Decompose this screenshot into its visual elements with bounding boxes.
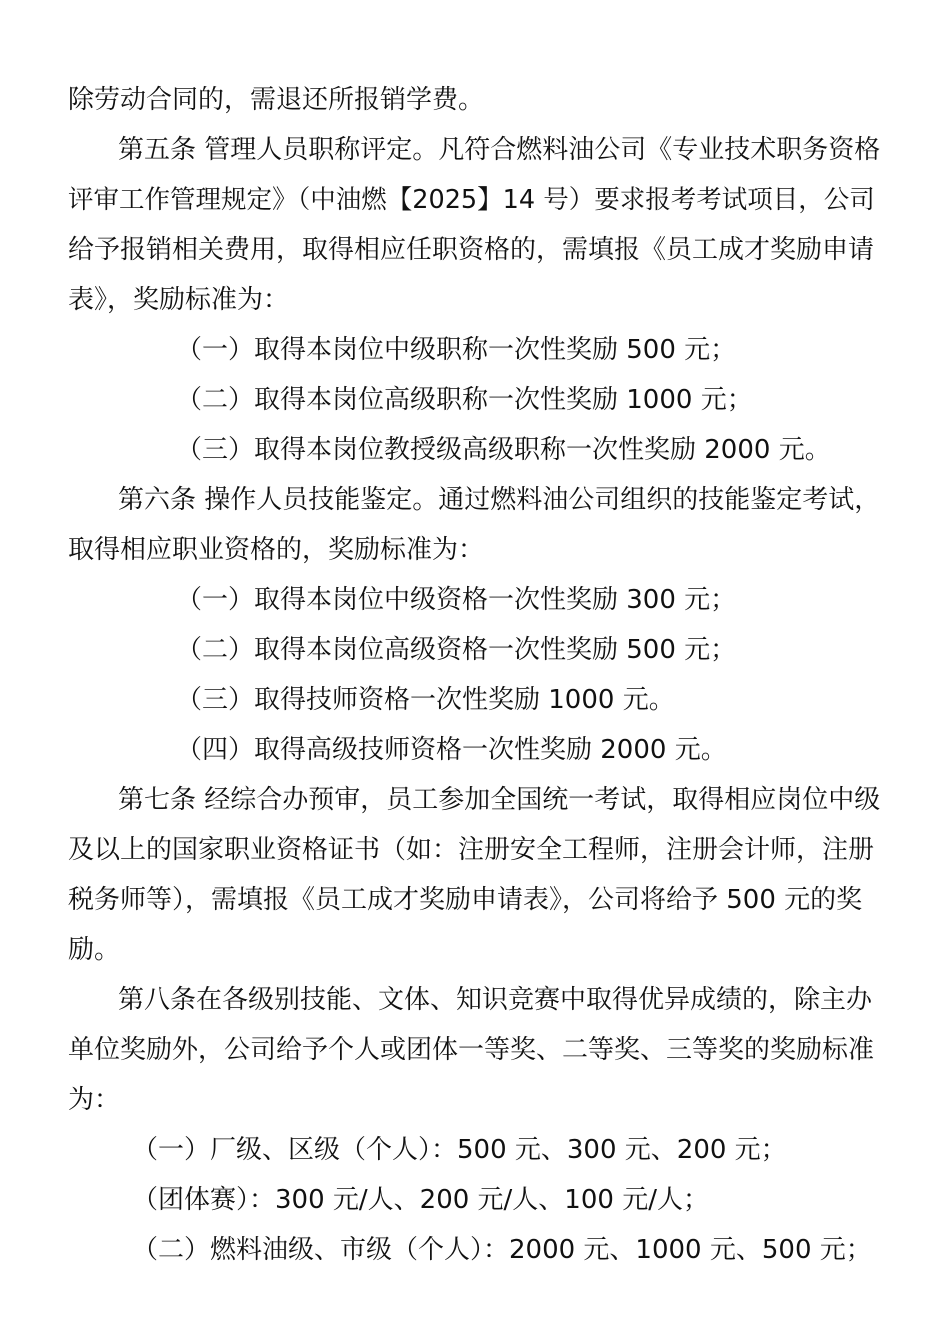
text-line: 给予报销相关费用，取得相应任职资格的，需填报《员工成才奖励申请 (68, 235, 875, 265)
text-line: 单位奖励外，公司给予个人或团体一等奖、二等奖、三等奖的奖励标准 (68, 1035, 875, 1065)
text-line: 除劳动合同的，需退还所报销学费。 (68, 85, 485, 115)
text-line: 为： (68, 1085, 121, 1115)
list-item: （团体赛）：300 元/人、200 元/人、100 元/人； (132, 1185, 709, 1215)
list-item: （四）取得高级技师资格一次性奖励 2000 元。 (176, 735, 727, 765)
article-7-heading: 第七条 经综合办预审，员工参加全国统一考试，取得相应岗位中级 (118, 785, 881, 815)
text-line: 表》，奖励标准为： (68, 285, 290, 315)
list-item: （一）取得本岗位中级职称一次性奖励 500 元； (176, 335, 737, 365)
article-5-heading: 第五条 管理人员职称评定。凡符合燃料油公司《专业技术职务资格 (118, 135, 881, 165)
list-item: （二）取得本岗位高级职称一次性奖励 1000 元； (176, 385, 753, 415)
list-item: （二）燃料油级、市级（个人）：2000 元、1000 元、500 元； (132, 1235, 872, 1265)
article-8-heading: 第八条在各级别技能、文体、知识竞赛中取得优异成绩的，除主办 (118, 985, 873, 1015)
text-line: 税务师等），需填报《员工成才奖励申请表》，公司将给予 500 元的奖 (68, 885, 863, 915)
list-item: （一）厂级、区级（个人）：500 元、300 元、200 元； (132, 1135, 787, 1165)
list-item: （三）取得技师资格一次性奖励 1000 元。 (176, 685, 675, 715)
list-item: （一）取得本岗位中级资格一次性奖励 300 元； (176, 585, 737, 615)
text-line: 励。 (68, 935, 121, 965)
article-6-heading: 第六条 操作人员技能鉴定。通过燃料油公司组织的技能鉴定考试， (118, 485, 881, 515)
text-line: 及以上的国家职业资格证书（如：注册安全工程师，注册会计师，注册 (68, 835, 875, 865)
list-item: （三）取得本岗位教授级高级职称一次性奖励 2000 元。 (176, 435, 831, 465)
list-item: （二）取得本岗位高级资格一次性奖励 500 元； (176, 635, 737, 665)
text-line: 评审工作管理规定》（中油燃【2025】14 号）要求报考考试项目，公司 (68, 185, 875, 215)
text-line: 取得相应职业资格的，奖励标准为： (68, 535, 485, 565)
